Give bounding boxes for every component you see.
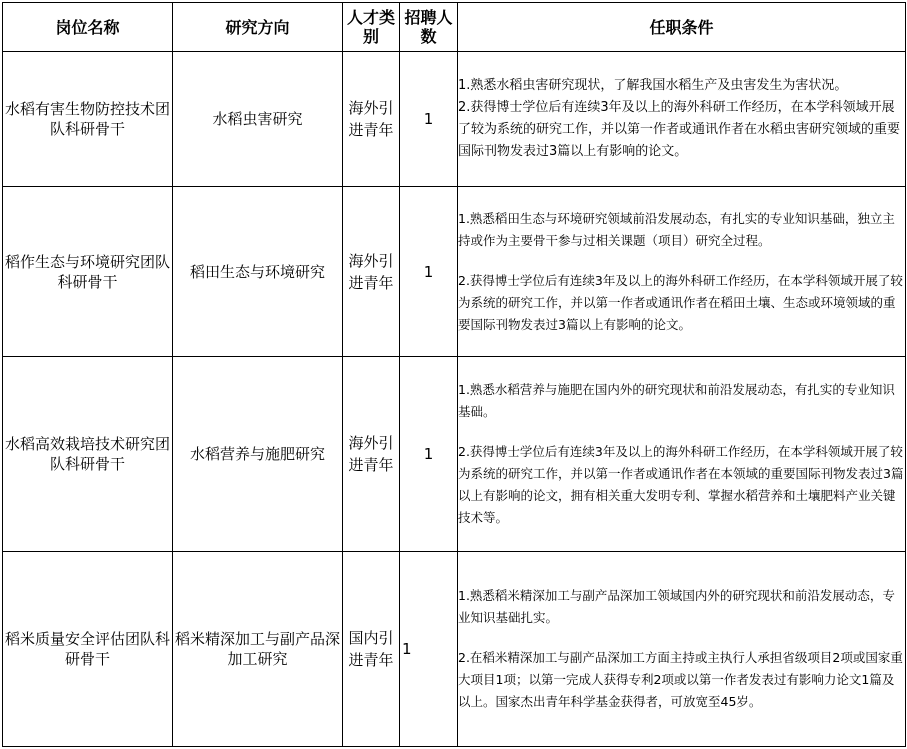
header-position: 岗位名称: [3, 3, 173, 52]
header-direction: 研究方向: [173, 3, 343, 52]
direction-cell: 稻米精深加工与副产品深加工研究: [173, 552, 343, 747]
category-cell: 国内引进青年: [343, 552, 400, 747]
requirement-2: 2.获得博士学位后有连续3年及以上的海外科研工作经历，在本学科领域开展了较为系统的研究工作，并以第一作者或通讯作者在本领域的重要国际刊物发表过3篇以上有影响的论文，拥有相关重大发明专利、掌握水稻营养和土壤肥料产业关键技术等。: [458, 444, 904, 525]
requirement-1: 1.熟悉水稻营养与施肥在国内外的研究现状和前沿发展动态，有扎实的专业知识基础。: [458, 382, 895, 419]
requirement-1: 1.熟悉稻米精深加工与副产品深加工领域国内外的研究现状和前沿发展动态，专业知识基础扎实。: [458, 588, 895, 625]
requirement-2: 2.在稻米精深加工与副产品深加工方面主持或主执行人承担省级项目2项或国家重大项目1项；以第一完成人获得专利2项或以第一作者发表过有影响力论文1篇及以上。国家杰出青年科学基金获得者，可放宽至45岁。: [458, 650, 903, 709]
header-count: 招聘人数: [400, 3, 458, 52]
position-cell: 水稻高效栽培技术研究团队科研骨干: [3, 357, 173, 552]
requirements-cell: [458, 552, 906, 747]
requirement-2: 2.获得博士学位后有连续3年及以上的海外科研工作经历，在本学科领域开展了较为系统的研究工作，并以第一作者或通讯作者在稻田土壤、生态或环境领域的重要国际刊物发表过3篇以上有影响的论文。: [458, 272, 903, 332]
position-cell: 水稻有害生物防控技术团队科研骨干: [3, 52, 173, 187]
category-cell: 海外引进青年: [343, 52, 400, 187]
direction-cell: 水稻虫害研究: [173, 52, 343, 187]
category-cell: 海外引进青年: [343, 357, 400, 552]
requirement-1: 1.熟悉稻田生态与环境研究领域前沿发展动态，有扎实的专业知识基础，独立主持或作为主要骨干参与过相关课题（项目）研究全过程。: [458, 210, 895, 248]
requirements-cell: [458, 187, 906, 357]
header-row: [3, 3, 906, 52]
table-row: [3, 52, 906, 187]
direction-cell: 稻田生态与环境研究: [173, 187, 343, 357]
category-cell: 海外引进青年: [343, 187, 400, 357]
header-category: 人才类别: [343, 3, 400, 52]
count-cell: 1: [400, 357, 458, 552]
table-row: [3, 357, 906, 552]
requirements-cell: [458, 357, 906, 552]
requirement-2: 2.获得博士学位后有连续3年及以上的海外科研工作经历，在本学科领域开展了较为系统的研究工作，并以第一作者或通讯作者在水稻虫害研究领域的重要国际刊物发表过3篇以上有影响的论文。: [458, 100, 901, 159]
count-cell: 1: [400, 187, 458, 357]
position-cell: 稻米质量安全评估团队科研骨干: [3, 552, 173, 747]
table-row: [3, 187, 906, 357]
count-cell: 1: [400, 52, 458, 187]
direction-cell: 水稻营养与施肥研究: [173, 357, 343, 552]
header-requirements: 任职条件: [458, 3, 906, 52]
position-cell: 稻作生态与环境研究团队科研骨干: [3, 187, 173, 357]
recruitment-table: [2, 2, 906, 747]
table-row: [3, 552, 906, 747]
count-cell: 1: [400, 552, 458, 747]
requirement-1: 1.熟悉水稻虫害研究现状，了解我国水稻生产及虫害发生为害状况。: [458, 78, 848, 93]
requirements-cell: [458, 52, 906, 187]
